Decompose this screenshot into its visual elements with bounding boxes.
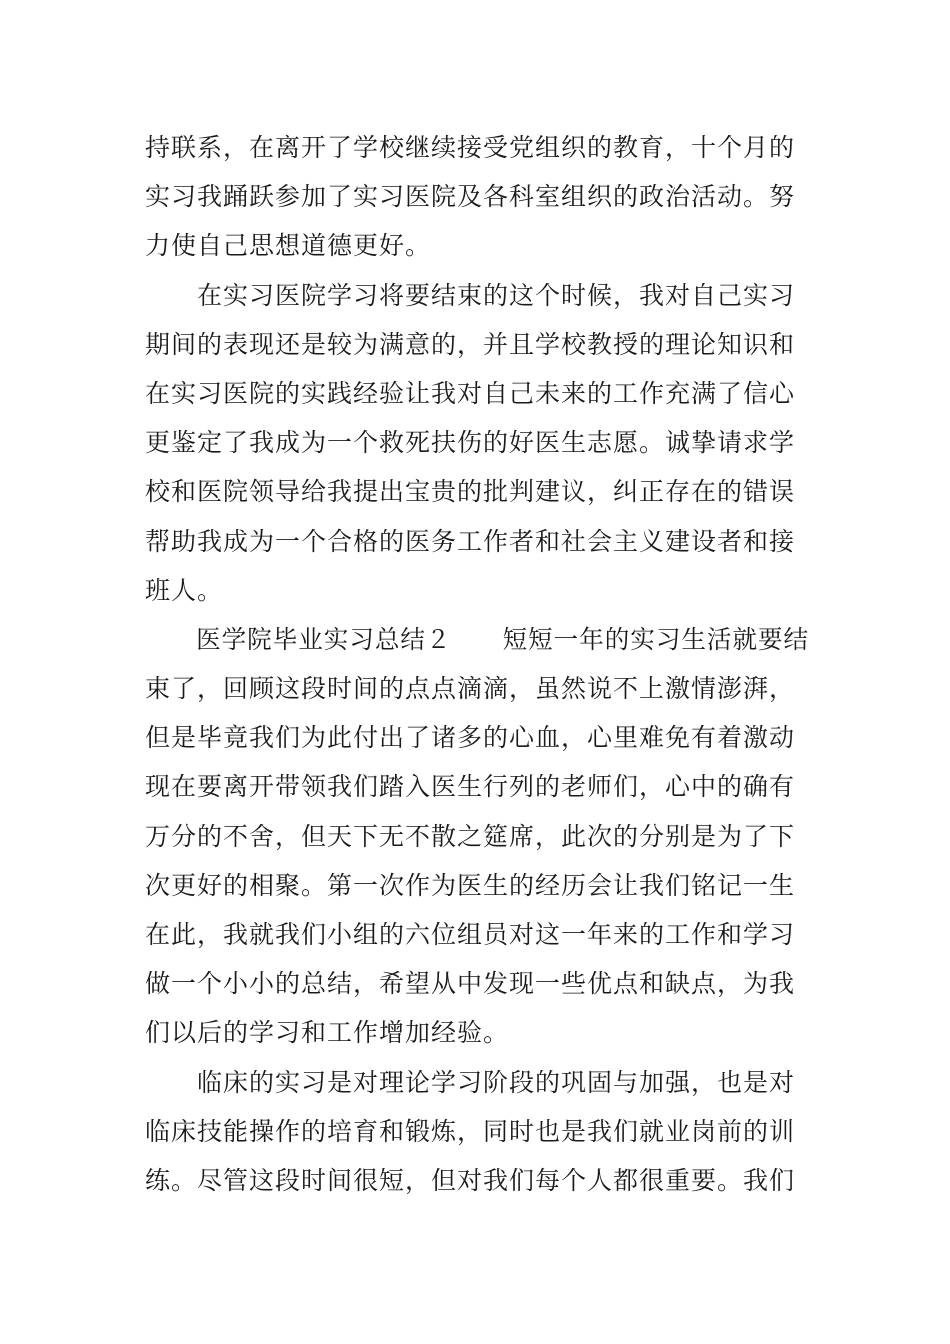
document-body	[145, 123, 810, 1205]
text-line: 在实习医院的实践经验让我对自己未来的工作充满了信心	[145, 378, 796, 408]
text-line: 医学院毕业实习总结２ 短短一年的实习生活就要结	[196, 624, 810, 654]
text-line: 万分的不舍，但天下无不散之筵席，此次的分别是为了下	[145, 821, 796, 851]
text-line: 力使自己思想道德更好。	[145, 231, 432, 261]
text-line: 期间的表现还是较为满意的，并且学校教授的理论知识和	[145, 329, 796, 359]
text-line: 实习我踊跃参加了实习医院及各科室组织的政治活动。努	[145, 182, 796, 212]
text-line: 们以后的学习和工作增加经验。	[145, 1018, 510, 1048]
text-line: 临床的实习是对理论学习阶段的巩固与加强，也是对	[197, 1067, 796, 1097]
text-line: 持联系，在离开了学校继续接受党组织的教育，十个月的	[145, 133, 796, 162]
text-line: 校和医院领导给我提出宝贵的批判建议，纠正存在的错误	[145, 477, 796, 507]
text-line: 临床技能操作的培育和锻炼，同时也是我们就业岗前的训	[145, 1116, 796, 1146]
text-line: 更鉴定了我成为一个救死扶伤的好医生志愿。诚挚请求学	[145, 428, 796, 458]
text-line: 在实习医院学习将要结束的这个时候，我对自己实习	[197, 280, 796, 310]
text-line: 帮助我成为一个合格的医务工作者和社会主义建设者和接	[145, 526, 796, 556]
text-line: 束了，回顾这段时间的点点滴滴，虽然说不上激情澎湃，	[145, 674, 796, 704]
text-line: 班人。	[145, 575, 224, 605]
paragraph-political-activities	[145, 123, 810, 271]
text-line: 但是毕竟我们为此付出了诸多的心血，心里难免有着激动	[145, 723, 796, 753]
text-line: 练。尽管这段时间很短，但对我们每个人都很重要。我们	[145, 1165, 796, 1195]
paragraph-summary-2	[145, 615, 810, 1058]
text-line: 做一个小小的总结，希望从中发现一些优点和缺点，为我	[145, 969, 796, 999]
text-line: 在此，我就我们小组的六位组员对这一年来的工作和学习	[145, 920, 796, 949]
paragraph-clinical-practice	[145, 1058, 810, 1206]
text-line: 现在要离开带领我们踏入医生行列的老师们，心中的确有	[145, 772, 796, 802]
text-line: 次更好的相聚。第一次作为医生的经历会让我们铭记一生	[145, 870, 796, 900]
paragraph-self-evaluation	[145, 271, 810, 615]
